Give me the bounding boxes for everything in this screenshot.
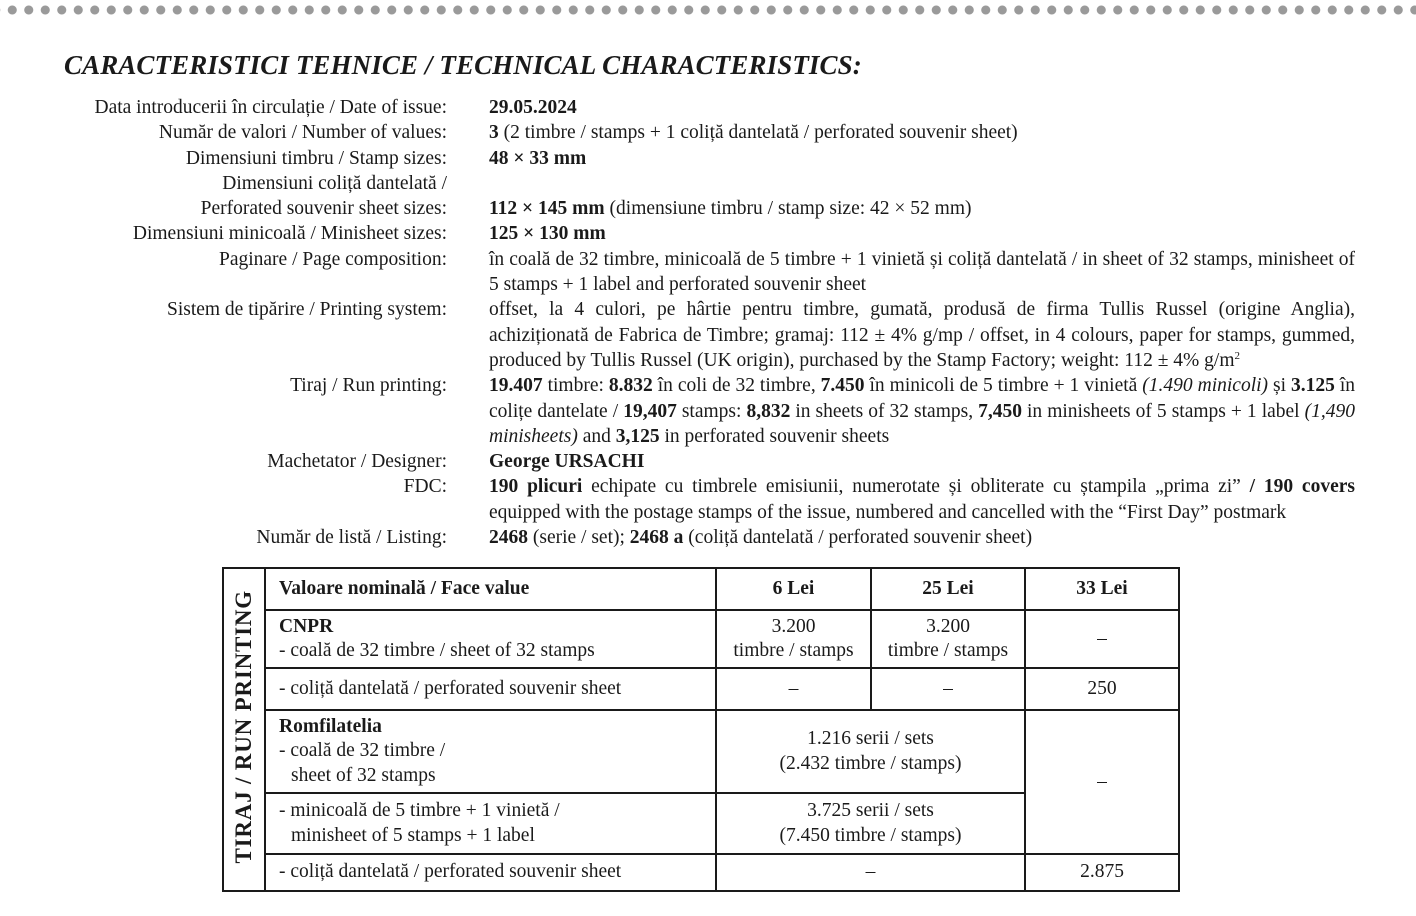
spec-designer xyxy=(0,449,1416,474)
cell-value: 2.875 xyxy=(1025,854,1179,891)
tiraj-text: and xyxy=(577,425,616,447)
cell-line: 3.200 xyxy=(926,615,970,637)
tiraj-number: 8,832 xyxy=(746,400,791,422)
cell-line: 1.216 serii / sets xyxy=(807,728,934,749)
page-title: CARACTERISTICI TEHNICE / TECHNICAL CHARACTERISTICS: xyxy=(64,50,862,80)
spec-label: Număr de listă / Listing: xyxy=(256,527,447,549)
table-row xyxy=(223,668,1179,710)
spec-label: Data introducerii în circulație / Date of issue: xyxy=(94,97,447,118)
spec-value xyxy=(489,525,1355,550)
spec-printing-system xyxy=(0,297,1416,373)
tiraj-note: (1,490 minisheets) xyxy=(489,400,1355,447)
technical-specs xyxy=(0,95,1416,550)
spec-label xyxy=(0,171,447,222)
cell-value: – xyxy=(716,668,871,710)
table-side-label-cell xyxy=(223,568,265,891)
header-face-value: Valoare nominală / Face value xyxy=(265,568,716,610)
spec-value xyxy=(489,474,1355,525)
cell-line: 3.200 xyxy=(771,615,816,637)
row-label-text: - coală de 32 timbre / sheet of 32 stamps xyxy=(279,640,595,661)
tiraj-number: 3.125 xyxy=(1291,375,1335,397)
spec-value: 29.05.2024 xyxy=(489,97,577,118)
cell-value xyxy=(871,610,1025,668)
values-detail: (2 timbre / stamps + 1 coliță dantelată / perforated souvenir sheet) xyxy=(498,122,1018,144)
row-label: - coliță dantelată / perforated souvenir sheet xyxy=(265,668,716,710)
spec-value: 48 × 33 mm xyxy=(489,147,587,169)
cell-value xyxy=(716,710,1025,793)
superscript: 2 xyxy=(1234,349,1240,362)
cell-value xyxy=(716,610,871,668)
spec-value: George URSACHI xyxy=(489,451,645,473)
row-label-text: - minicoală de 5 timbre + 1 vinietă / xyxy=(279,800,560,821)
fdc-text: equipped with the postage stamps of the issue, numbered and cancelled with the “First Day” postmark xyxy=(489,501,1287,523)
cell-value: – xyxy=(871,668,1025,710)
listing-text: (serie / set); xyxy=(528,527,630,549)
tiraj-text: in sheets of 32 stamps, xyxy=(790,400,979,422)
cell-line: (7.450 timbre / stamps) xyxy=(779,824,962,846)
spec-label: Dimensiuni timbru / Stamp sizes: xyxy=(185,147,447,169)
tiraj-text: în coli de 32 timbre, xyxy=(652,375,821,397)
spec-value xyxy=(489,120,1355,145)
listing-text: (coliță dantelată / perforated souvenir sheet) xyxy=(683,527,1033,549)
listing-number: 2468 a xyxy=(629,527,684,549)
table-row xyxy=(223,610,1179,668)
fdc-count: 190 plicuri xyxy=(489,476,583,498)
row-label-text: - coală de 32 timbre / xyxy=(279,740,446,762)
tiraj-text: în minicoli de 5 timbre + 1 vinietă xyxy=(864,375,1143,397)
spec-label: Tiraj / Run printing: xyxy=(290,375,447,397)
spec-listing xyxy=(0,525,1416,550)
table-header-row xyxy=(223,568,1179,610)
spec-label-line: Dimensiuni coliță dantelată / xyxy=(222,172,447,194)
row-group-title: CNPR xyxy=(279,615,334,637)
row-group-title: Romfilatelia xyxy=(279,715,382,737)
spec-label: Paginare / Page composition: xyxy=(218,248,447,270)
spec-label: Machetator / Designer: xyxy=(267,451,447,473)
cell-line: (2.432 timbre / stamps) xyxy=(779,752,962,774)
cell-value: – xyxy=(1025,710,1179,854)
row-label xyxy=(265,793,716,854)
spec-sheet-sizes xyxy=(0,171,1416,222)
tiraj-number: 19,407 xyxy=(623,400,677,422)
spec-value: 125 × 130 mm xyxy=(489,223,606,245)
run-printing-table xyxy=(222,567,1180,892)
sheet-size-detail: (dimensiune timbru / stamp size: 42 × 52 mm) xyxy=(604,198,972,220)
table-row xyxy=(223,710,1179,793)
table-side-label: TIRAJ / RUN PRINTING xyxy=(231,589,256,864)
cell-line: 3.725 serii / sets xyxy=(807,800,934,821)
tiraj-text: stamps: xyxy=(676,400,747,422)
header-6-lei: 6 Lei xyxy=(716,568,871,610)
cell-value: – xyxy=(1025,610,1179,668)
spec-date-of-issue xyxy=(0,95,1416,120)
spec-label: FDC: xyxy=(403,476,447,498)
tiraj-number: 7,450 xyxy=(978,400,1022,422)
spec-minisheet-sizes xyxy=(0,221,1416,246)
spec-fdc xyxy=(0,474,1416,525)
row-label: - coliță dantelată / perforated souvenir sheet xyxy=(265,854,716,891)
listing-number: 2468 xyxy=(489,527,528,549)
tiraj-number: 19.407 xyxy=(489,375,543,397)
table-row xyxy=(223,854,1179,891)
spec-value xyxy=(489,297,1355,373)
spec-run-printing xyxy=(0,373,1416,449)
printing-text: offset, la 4 culori, pe hârtie pentru timbre, gumată, produsă de firma Tullis Russel (origine Anglia), achiziționată de Fabrica de Timbre; gramaj: 112 ± 4% g/mp / offset, in 4 colours, paper for stamps, gummed, produced by Tullis Russel (UK origin), purchased by the Stamp Factory; weight: 112 ± 4% g/m xyxy=(489,299,1355,371)
cell-value: 250 xyxy=(1025,668,1179,710)
tiraj-text: timbre: xyxy=(542,375,609,397)
cell-line: timbre / stamps xyxy=(887,640,1009,661)
cell-line: timbre / stamps xyxy=(733,640,854,661)
row-label xyxy=(265,610,716,668)
sheet-size-value: 112 × 145 mm xyxy=(489,198,605,220)
tiraj-note: (1.490 minicoli) xyxy=(1142,375,1269,397)
spec-value: în coală de 32 timbre, minicoală de 5 timbre + 1 vinietă și coliță dantelată / in sheet of 32 stamps, minisheet of 5 stamps + 1 label and perforated souvenir sheet xyxy=(489,248,1355,296)
tiraj-number: 3,125 xyxy=(615,425,660,447)
tiraj-text: și xyxy=(1268,375,1291,397)
cell-value: – xyxy=(716,854,1025,891)
tiraj-text: in minisheets of 5 stamps + 1 label xyxy=(1021,400,1305,422)
tiraj-number: 7.450 xyxy=(820,375,865,397)
spec-stamp-sizes xyxy=(0,146,1416,171)
spec-page-composition xyxy=(0,247,1416,298)
row-label-text: minisheet of 5 stamps + 1 label xyxy=(291,824,535,846)
spec-label: Sistem de tipărire / Printing system: xyxy=(166,299,447,321)
row-label-text: sheet of 32 stamps xyxy=(291,764,436,786)
header-33-lei: 33 Lei xyxy=(1025,568,1179,610)
tiraj-number: 8.832 xyxy=(608,375,653,397)
tiraj-text: în colițe dantelate / xyxy=(489,375,1356,422)
header-25-lei: 25 Lei xyxy=(871,568,1025,610)
spec-value xyxy=(489,171,1355,222)
row-label xyxy=(265,710,716,793)
spec-value xyxy=(489,373,1355,449)
spec-label: Dimensiuni minicoală / Minisheet sizes: xyxy=(132,223,447,245)
spec-label: Număr de valori / Number of values: xyxy=(158,122,447,144)
spec-label-line: Perforated souvenir sheet sizes: xyxy=(200,198,447,220)
spec-number-of-values xyxy=(0,120,1416,145)
tiraj-text: in perforated souvenir sheets xyxy=(659,425,890,447)
fdc-text: echipate cu timbrele emisiunii, numerotate și obliterate cu ștampila „prima zi” xyxy=(582,476,1250,498)
dotted-top-border xyxy=(0,4,1416,16)
values-count: 3 xyxy=(489,122,499,144)
fdc-count: / 190 covers xyxy=(1249,476,1355,498)
cell-value xyxy=(716,793,1025,854)
